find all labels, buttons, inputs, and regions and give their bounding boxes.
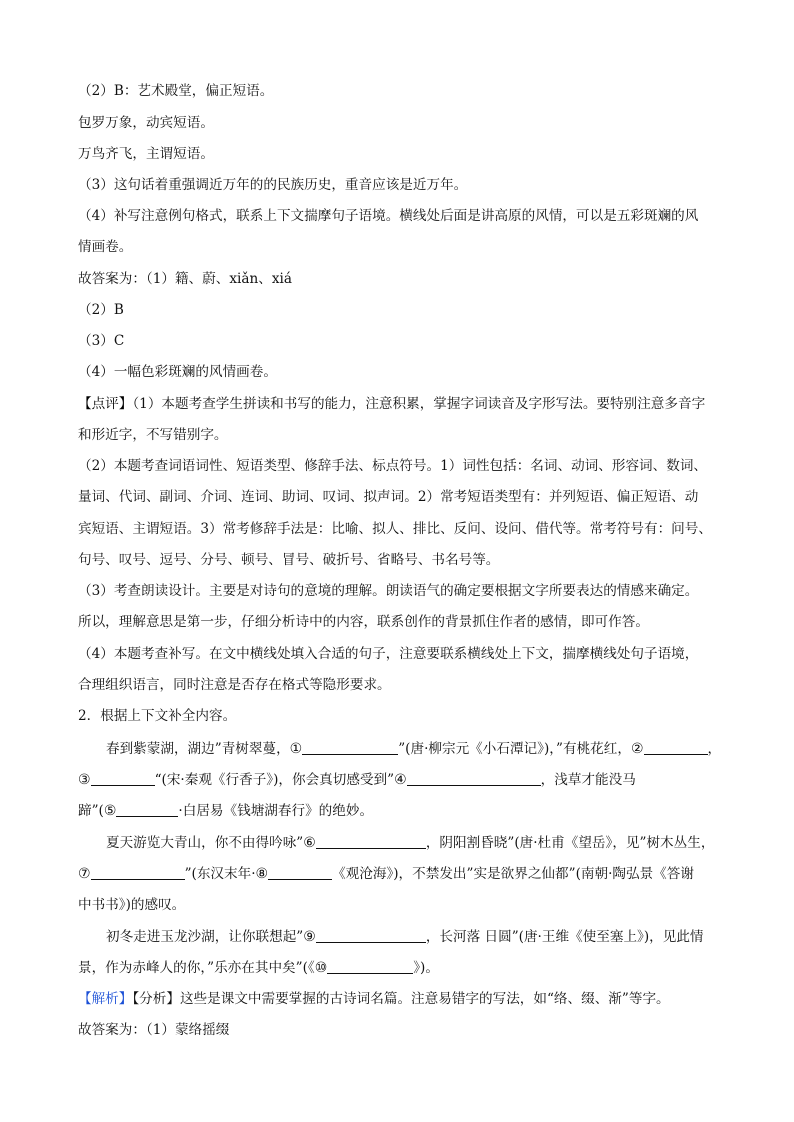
passage-line-5 xyxy=(78,864,694,884)
passage-line-3 xyxy=(78,801,373,821)
answer-line-3: （3）这句话着重强调近万年的的民族历史，重音应该是近万年。 xyxy=(78,177,468,193)
comment-line-4: 量词、代词、副词、介词、连词、助词、叹词、拟声词。2）常考短语类型有：并列短语、偏正短语、动 xyxy=(78,489,699,505)
passage-line-7 xyxy=(106,927,704,947)
blank-marker-5: ⑤ xyxy=(103,803,117,819)
passage-text: 春到紫蒙湖，湖边”青树翠蔓， xyxy=(106,741,290,757)
fill-blank-2[interactable] xyxy=(644,740,708,755)
blank-marker-4: ④ xyxy=(394,772,407,788)
comment-text: （1）本题考查学生拼读和书写的能力，注意积累，掌握字词读音及字形写法。要特别注意多音字 xyxy=(132,396,706,412)
final-answer-q2-1: 故答案为：（1）蒙络摇缀 xyxy=(78,1022,230,1038)
comment-line-1 xyxy=(78,394,705,414)
answer-line-4-cont: 情画卷。 xyxy=(78,239,133,255)
analysis-subtag: 【分析】 xyxy=(132,991,180,1007)
passage-text: ”(唐·柳宗元《小石潭记》)，”有桃花红， xyxy=(398,741,631,757)
comment-line-2: 和形近字，不写错别字。 xyxy=(78,427,228,443)
final-answer-1: 故答案为：（1）籍、蔚、xiǎn、xiá xyxy=(78,271,292,287)
passage-text: 《观沧海》)，不禁发出”实是欲界之仙都”(南朝·陶弘景《答谢 xyxy=(332,866,694,882)
blank-marker-7: ⑦ xyxy=(78,866,91,882)
comment-line-9: （4）本题考查补写。在文中横线处填入合适的句子，注意要联系横线处上下文，揣摩横线处句子语境， xyxy=(78,646,699,662)
passage-text: 景，作为赤峰人的你，”乐亦在其中矣”(《 xyxy=(78,960,315,976)
fill-blank-7[interactable] xyxy=(91,865,185,880)
comment-line-8: 所以，理解意思是第一步，仔细分析诗中的内容，联系创作的背景抓住作者的感情，即可作答。 xyxy=(78,614,649,630)
comment-line-10: 合理组织语言，同时注意是否存在格式等隐形要求。 xyxy=(78,677,391,693)
question-2-title: 2．根据上下文补全内容。 xyxy=(78,708,237,724)
final-answer-4: （4）一幅色彩斑斓的风情画卷。 xyxy=(78,364,277,380)
fill-blank-8[interactable] xyxy=(268,865,332,880)
answer-line-phrase-1: 包罗万象，动宾短语。 xyxy=(78,115,214,131)
fill-blank-10[interactable] xyxy=(327,959,413,974)
final-answer-2: （2）B xyxy=(78,302,124,318)
fill-blank-9[interactable] xyxy=(316,928,426,943)
passage-text: “(宋·秦观《行香子》)，你会真切感受到” xyxy=(154,772,395,788)
fill-blank-6[interactable] xyxy=(316,834,426,849)
answer-line-phrase-2: 万鸟齐飞，主谓短语。 xyxy=(78,146,214,162)
fill-blank-4[interactable] xyxy=(407,771,541,786)
blank-marker-8: ⑧ xyxy=(255,866,269,882)
answer-line-2b: （2）B：艺术殿堂，偏正短语。 xyxy=(78,83,274,99)
blank-marker-10: ⑩ xyxy=(314,960,328,976)
fill-blank-5[interactable] xyxy=(116,802,178,817)
comment-line-6: 句号、叹号、逗号、分号、顿号、冒号、破折号、省略号、书名号等。 xyxy=(78,552,500,568)
blank-marker-2: ② xyxy=(630,741,644,757)
passage-text: ”(东汉末年· xyxy=(184,866,256,882)
fill-blank-1[interactable] xyxy=(302,740,398,755)
comment-line-5: 宾短语、主谓短语。3）常考修辞手法是：比喻、拟人、排比、反问、设问、借代等。常考符号有：问号、 xyxy=(78,521,712,537)
passage-text: ， xyxy=(707,741,722,757)
passage-text: ，长河落 日圆”(唐·王维《使至塞上》)，见此情 xyxy=(425,929,704,945)
analysis-text: 这些是课文中需要掌握的古诗词名篇。注意易错字的写法，如“络、缀、渐”等字。 xyxy=(179,991,670,1007)
passage-line-2 xyxy=(78,770,636,790)
passage-text: ，浅草才能没马 xyxy=(540,772,636,788)
passage-text: 夏天游览大青山，你不由得吟咏” xyxy=(106,835,304,851)
comment-tag: 【点评】 xyxy=(78,396,133,412)
passage-line-8 xyxy=(78,958,439,978)
fill-blank-3[interactable] xyxy=(91,771,155,786)
passage-text: 初冬走进玉龙沙湖，让你联想起” xyxy=(106,929,304,945)
blank-marker-1: ① xyxy=(289,741,303,757)
analysis-line xyxy=(78,989,670,1009)
analysis-tag: 【解析】 xyxy=(78,991,133,1007)
passage-text: ，阴阳割昏晓”(唐·杜甫《望岳》，见”树木丛生， xyxy=(425,835,715,851)
blank-marker-6: ⑥ xyxy=(303,835,316,851)
passage-line-6: 中书书》)的感叹。 xyxy=(78,897,186,913)
passage-text: ·白居易《钱塘湖春行》的绝妙。 xyxy=(178,803,374,819)
comment-line-3: （2）本题考查词语词性、短语类型、修辞手法、标点符号。1）词性包括：名词、动词、形容词、数词、 xyxy=(78,458,708,474)
passage-text: 蹄”( xyxy=(78,803,104,819)
answer-line-4: （4）补写注意例句格式，联系上下文揣摩句子语境。横线处后面是讲高原的风情，可以是五彩斑斓的风 xyxy=(78,208,699,224)
passage-line-4 xyxy=(106,833,714,853)
blank-marker-9: ⑨ xyxy=(303,929,316,945)
blank-marker-3: ③ xyxy=(78,772,91,788)
final-answer-3: （3）C xyxy=(78,333,125,349)
passage-line-1 xyxy=(106,739,721,759)
comment-line-7: （3）考查朗读设计。主要是对诗句的意境的理解。朗读语气的确定要根据文字所要表达的情感来确定。 xyxy=(78,583,699,599)
passage-text: 》)。 xyxy=(413,960,439,976)
